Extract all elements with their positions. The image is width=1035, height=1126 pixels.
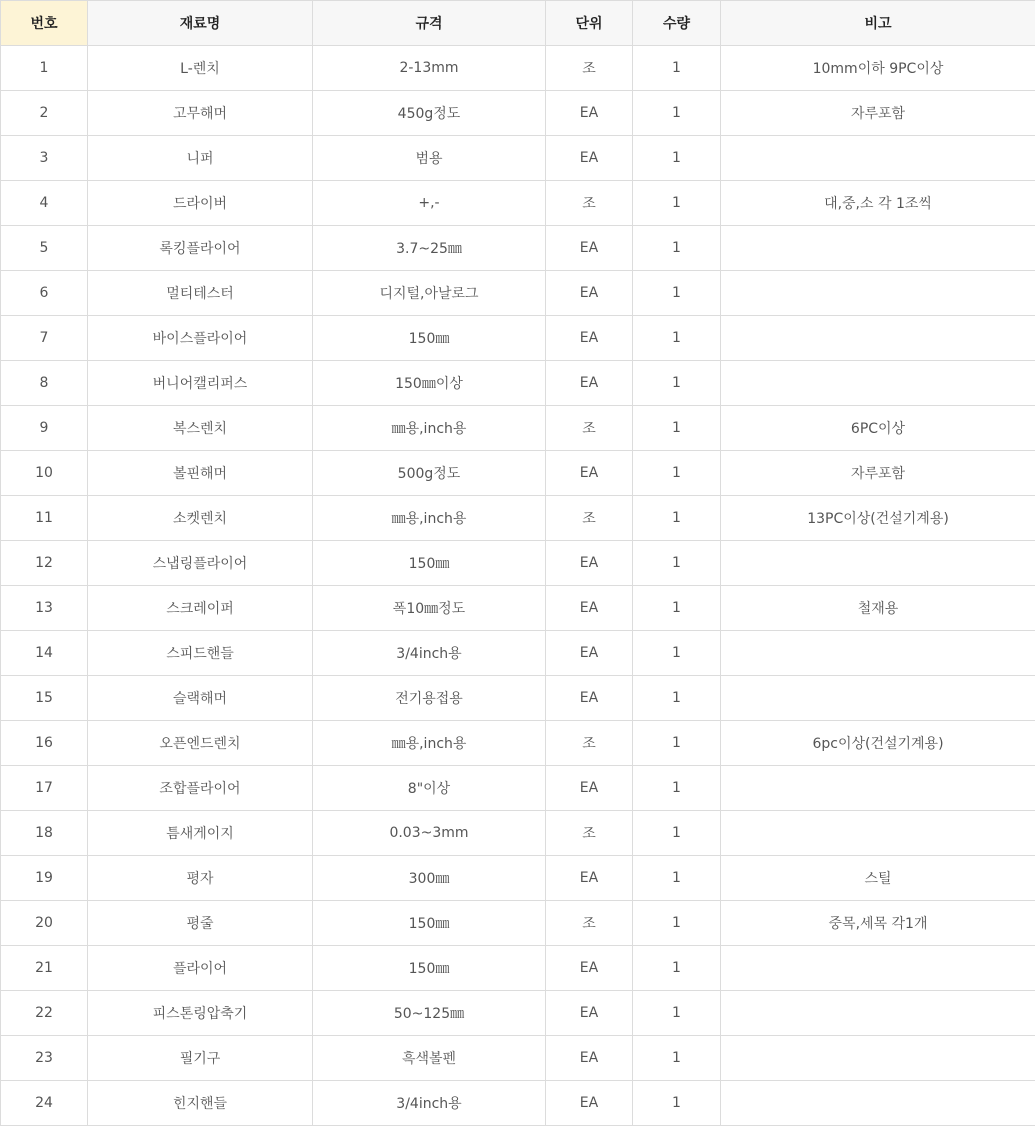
cell-unit: EA <box>546 991 633 1036</box>
cell-spec: 3.7~25㎜ <box>313 226 546 271</box>
cell-spec: 흑색볼펜 <box>313 1036 546 1081</box>
header-spec: 규격 <box>313 1 546 46</box>
cell-material-name: 필기구 <box>88 1036 313 1081</box>
table-row <box>1 991 1035 1036</box>
cell-unit: EA <box>546 136 633 181</box>
cell-number: 5 <box>1 226 88 271</box>
table-row <box>1 91 1035 136</box>
cell-spec: 150㎜ <box>313 541 546 586</box>
cell-quantity: 1 <box>633 46 721 91</box>
cell-unit: EA <box>546 361 633 406</box>
cell-number: 14 <box>1 631 88 676</box>
cell-spec: 3/4inch용 <box>313 1081 546 1126</box>
table-row <box>1 46 1035 91</box>
cell-remarks: 10mm이하 9PC이상 <box>721 46 1035 91</box>
table-row <box>1 406 1035 451</box>
cell-unit: EA <box>546 586 633 631</box>
table-row <box>1 1036 1035 1081</box>
cell-unit: EA <box>546 1036 633 1081</box>
cell-number: 13 <box>1 586 88 631</box>
table-row <box>1 181 1035 226</box>
cell-quantity: 1 <box>633 856 721 901</box>
cell-number: 22 <box>1 991 88 1036</box>
cell-unit: EA <box>546 856 633 901</box>
cell-number: 20 <box>1 901 88 946</box>
cell-spec: 150㎜ <box>313 946 546 991</box>
cell-unit: EA <box>546 676 633 721</box>
cell-quantity: 1 <box>633 361 721 406</box>
cell-material-name: 평자 <box>88 856 313 901</box>
cell-spec: 300㎜ <box>313 856 546 901</box>
header-remarks: 비고 <box>721 1 1035 46</box>
cell-unit: EA <box>546 1081 633 1126</box>
cell-quantity: 1 <box>633 1036 721 1081</box>
cell-number: 17 <box>1 766 88 811</box>
table-row <box>1 811 1035 856</box>
cell-material-name: 소켓렌치 <box>88 496 313 541</box>
table-row <box>1 136 1035 181</box>
cell-spec: 150㎜ <box>313 901 546 946</box>
cell-material-name: 오픈엔드렌치 <box>88 721 313 766</box>
cell-remarks <box>721 1081 1035 1126</box>
cell-material-name: 스피드핸들 <box>88 631 313 676</box>
cell-remarks <box>721 1036 1035 1081</box>
cell-material-name: 바이스플라이어 <box>88 316 313 361</box>
cell-unit: 조 <box>546 406 633 451</box>
cell-spec: 50~125㎜ <box>313 991 546 1036</box>
table-row <box>1 676 1035 721</box>
cell-remarks <box>721 676 1035 721</box>
cell-spec: 범용 <box>313 136 546 181</box>
cell-number: 24 <box>1 1081 88 1126</box>
cell-spec: 500g정도 <box>313 451 546 496</box>
cell-remarks: 13PC이상(건설기계용) <box>721 496 1035 541</box>
cell-number: 11 <box>1 496 88 541</box>
cell-quantity: 1 <box>633 766 721 811</box>
cell-remarks: 자루포함 <box>721 451 1035 496</box>
cell-material-name: 드라이버 <box>88 181 313 226</box>
cell-number: 1 <box>1 46 88 91</box>
header-row <box>1 1 1035 46</box>
cell-unit: 조 <box>546 901 633 946</box>
header-number: 번호 <box>1 1 88 46</box>
cell-number: 9 <box>1 406 88 451</box>
cell-remarks: 철재용 <box>721 586 1035 631</box>
table-row <box>1 271 1035 316</box>
cell-spec: 3/4inch용 <box>313 631 546 676</box>
table-body <box>1 46 1035 1126</box>
cell-spec: 0.03~3mm <box>313 811 546 856</box>
cell-spec: ㎜용,inch용 <box>313 721 546 766</box>
cell-remarks <box>721 136 1035 181</box>
cell-material-name: L-렌치 <box>88 46 313 91</box>
cell-remarks: 6pc이상(건설기계용) <box>721 721 1035 766</box>
cell-quantity: 1 <box>633 406 721 451</box>
cell-spec: 450g정도 <box>313 91 546 136</box>
header-quantity: 수량 <box>633 1 721 46</box>
cell-spec: 전기용접용 <box>313 676 546 721</box>
header-material-name: 재료명 <box>88 1 313 46</box>
cell-number: 8 <box>1 361 88 406</box>
cell-quantity: 1 <box>633 271 721 316</box>
cell-unit: 조 <box>546 46 633 91</box>
cell-spec: +,- <box>313 181 546 226</box>
cell-spec: ㎜용,inch용 <box>313 496 546 541</box>
cell-remarks: 자루포함 <box>721 91 1035 136</box>
cell-material-name: 스크레이퍼 <box>88 586 313 631</box>
cell-material-name: 버니어캘리퍼스 <box>88 361 313 406</box>
cell-remarks: 대,중,소 각 1조씩 <box>721 181 1035 226</box>
table-row <box>1 766 1035 811</box>
cell-remarks <box>721 946 1035 991</box>
cell-remarks: 6PC이상 <box>721 406 1035 451</box>
cell-quantity: 1 <box>633 811 721 856</box>
table-row <box>1 316 1035 361</box>
cell-quantity: 1 <box>633 226 721 271</box>
table-row <box>1 451 1035 496</box>
table-header <box>1 1 1035 46</box>
cell-unit: 조 <box>546 181 633 226</box>
cell-material-name: 록킹플라이어 <box>88 226 313 271</box>
cell-quantity: 1 <box>633 316 721 361</box>
cell-material-name: 힌지핸들 <box>88 1081 313 1126</box>
table-row <box>1 946 1035 991</box>
cell-unit: 조 <box>546 721 633 766</box>
cell-remarks <box>721 361 1035 406</box>
cell-number: 23 <box>1 1036 88 1081</box>
cell-number: 16 <box>1 721 88 766</box>
cell-quantity: 1 <box>633 991 721 1036</box>
cell-spec: 150㎜이상 <box>313 361 546 406</box>
cell-material-name: 볼핀해머 <box>88 451 313 496</box>
cell-remarks <box>721 226 1035 271</box>
cell-material-name: 플라이어 <box>88 946 313 991</box>
cell-material-name: 피스톤링압축기 <box>88 991 313 1036</box>
cell-quantity: 1 <box>633 541 721 586</box>
cell-unit: 조 <box>546 496 633 541</box>
cell-quantity: 1 <box>633 1081 721 1126</box>
cell-number: 3 <box>1 136 88 181</box>
cell-unit: EA <box>546 271 633 316</box>
cell-quantity: 1 <box>633 721 721 766</box>
cell-number: 7 <box>1 316 88 361</box>
cell-remarks <box>721 991 1035 1036</box>
table-row <box>1 1081 1035 1126</box>
table-row <box>1 856 1035 901</box>
cell-number: 4 <box>1 181 88 226</box>
cell-unit: EA <box>546 631 633 676</box>
cell-remarks <box>721 271 1035 316</box>
cell-material-name: 조합플라이어 <box>88 766 313 811</box>
header-unit: 단위 <box>546 1 633 46</box>
cell-material-name: 평줄 <box>88 901 313 946</box>
cell-remarks <box>721 766 1035 811</box>
cell-number: 12 <box>1 541 88 586</box>
cell-remarks: 중목,세목 각1개 <box>721 901 1035 946</box>
table-row <box>1 901 1035 946</box>
cell-number: 19 <box>1 856 88 901</box>
cell-quantity: 1 <box>633 136 721 181</box>
table-row <box>1 721 1035 766</box>
cell-number: 18 <box>1 811 88 856</box>
cell-remarks <box>721 541 1035 586</box>
cell-material-name: 슬랙해머 <box>88 676 313 721</box>
cell-spec: 8"이상 <box>313 766 546 811</box>
cell-material-name: 틈새게이지 <box>88 811 313 856</box>
cell-quantity: 1 <box>633 91 721 136</box>
cell-spec: 폭10㎜정도 <box>313 586 546 631</box>
table-row <box>1 586 1035 631</box>
cell-number: 6 <box>1 271 88 316</box>
cell-material-name: 니퍼 <box>88 136 313 181</box>
cell-spec: 150㎜ <box>313 316 546 361</box>
cell-unit: EA <box>546 226 633 271</box>
cell-unit: 조 <box>546 811 633 856</box>
cell-remarks <box>721 631 1035 676</box>
cell-unit: EA <box>546 946 633 991</box>
cell-remarks <box>721 811 1035 856</box>
cell-material-name: 멀티테스터 <box>88 271 313 316</box>
cell-material-name: 복스렌치 <box>88 406 313 451</box>
cell-number: 10 <box>1 451 88 496</box>
table-row <box>1 226 1035 271</box>
cell-unit: EA <box>546 91 633 136</box>
cell-spec: ㎜용,inch용 <box>313 406 546 451</box>
cell-quantity: 1 <box>633 586 721 631</box>
cell-spec: 2-13mm <box>313 46 546 91</box>
cell-quantity: 1 <box>633 496 721 541</box>
cell-quantity: 1 <box>633 676 721 721</box>
cell-unit: EA <box>546 541 633 586</box>
cell-quantity: 1 <box>633 901 721 946</box>
cell-quantity: 1 <box>633 946 721 991</box>
cell-unit: EA <box>546 316 633 361</box>
table-row <box>1 496 1035 541</box>
cell-quantity: 1 <box>633 631 721 676</box>
cell-quantity: 1 <box>633 451 721 496</box>
cell-remarks: 스틸 <box>721 856 1035 901</box>
table-row <box>1 631 1035 676</box>
cell-number: 15 <box>1 676 88 721</box>
cell-unit: EA <box>546 451 633 496</box>
cell-spec: 디지털,아날로그 <box>313 271 546 316</box>
table-row <box>1 541 1035 586</box>
table-row <box>1 361 1035 406</box>
cell-quantity: 1 <box>633 181 721 226</box>
cell-number: 21 <box>1 946 88 991</box>
cell-material-name: 스냅링플라이어 <box>88 541 313 586</box>
cell-remarks <box>721 316 1035 361</box>
cell-material-name: 고무해머 <box>88 91 313 136</box>
cell-number: 2 <box>1 91 88 136</box>
cell-unit: EA <box>546 766 633 811</box>
